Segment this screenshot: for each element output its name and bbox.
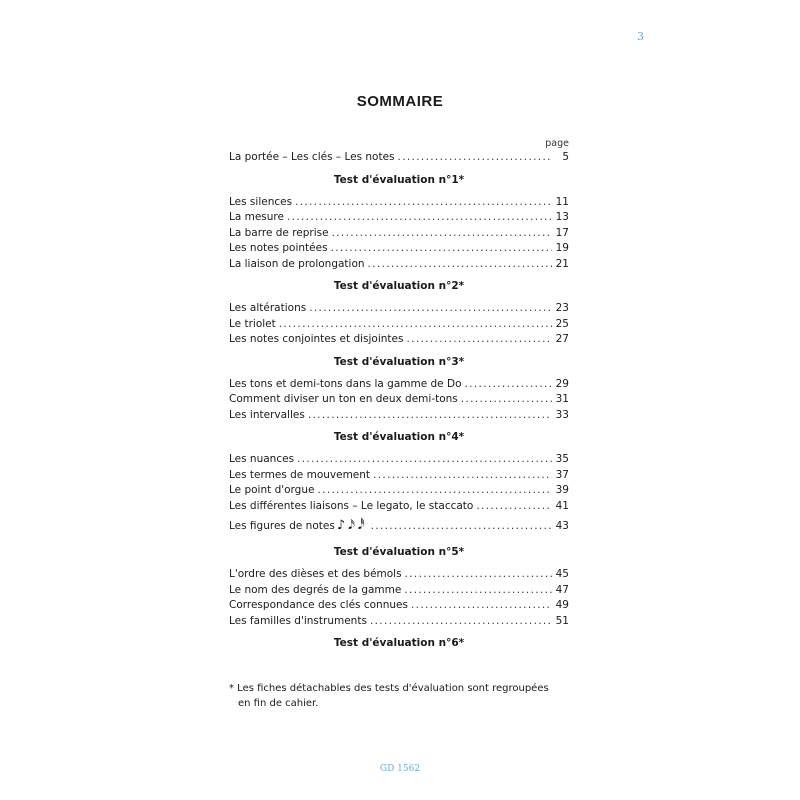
toc-entry-label: Les altérations: [229, 302, 307, 314]
toc-entry-label: Les termes de mouvement: [229, 468, 371, 481]
toc-entry-page: 51: [555, 614, 569, 627]
toc-entry: [229, 257, 569, 273]
dot-leader: [295, 195, 552, 211]
toc-entry: [229, 332, 569, 348]
table-of-contents: [229, 138, 569, 658]
toc-entry-label: Les nuances: [229, 453, 295, 465]
dot-leader: [461, 392, 552, 408]
toc-entry-label: La liaison de prolongation: [229, 257, 365, 270]
footnote-line-2: en fin de cahier.: [238, 698, 319, 709]
toc-entry-page: 31: [555, 393, 569, 405]
toc-entry-label: Les silences: [229, 195, 293, 208]
toc-entry: [229, 241, 569, 257]
toc-entry-label: Les familles d'instruments: [229, 614, 367, 627]
dot-leader: [279, 317, 552, 333]
toc-entry-page: 27: [555, 333, 569, 345]
note-figures-icon: ♪𝅘𝅥𝅯𝅘𝅥𝅰: [336, 518, 368, 533]
dot-leader: [371, 514, 552, 538]
dot-leader: [406, 332, 552, 348]
toc-entry: [229, 317, 569, 333]
toc-entry: [229, 583, 569, 599]
toc-body: [229, 150, 569, 654]
toc-entry-label: Le point d'orgue: [229, 484, 315, 496]
toc-entry-page: 33: [555, 408, 569, 421]
toc-entry-page: 23: [555, 302, 569, 314]
toc-entry-page: 19: [555, 242, 569, 254]
toc-entry: [229, 483, 569, 499]
test-heading: Test d'évaluation n°2*: [333, 280, 465, 292]
toc-entry-label: Correspondance des clés connues: [229, 599, 408, 611]
toc-entry-page: 49: [555, 599, 569, 611]
toc-entry: [229, 392, 569, 408]
toc-entry-label: Les tons et demi-tons dans la gamme de Do: [229, 377, 462, 390]
toc-entry-label: Les figures de notes: [229, 520, 335, 532]
toc-entry: [229, 567, 569, 583]
toc-entry: [229, 150, 569, 166]
toc-entry-label: Les différentes liaisons – Le legato, le staccato: [229, 499, 474, 512]
test-heading: Test d'évaluation n°5*: [333, 546, 465, 558]
toc-entry: [229, 226, 569, 242]
dot-leader: [405, 567, 552, 583]
test-heading: Test d'évaluation n°4*: [333, 431, 465, 443]
toc-entry-page: 21: [555, 257, 569, 270]
toc-entry: [229, 210, 569, 226]
toc-entry-label: La mesure: [229, 211, 284, 223]
toc-entry: [229, 614, 569, 630]
toc-entry: [229, 514, 569, 538]
toc-entry-page: 29: [555, 377, 569, 390]
toc-entry-label: Le nom des degrés de la gamme: [229, 583, 402, 596]
toc-entry-label: La barre de reprise: [229, 226, 329, 239]
dot-leader: [476, 499, 552, 515]
toc-entry: [229, 499, 569, 515]
toc-entry-page: 13: [555, 211, 569, 223]
toc-entry-page: 43: [555, 520, 569, 532]
toc-entry: [229, 598, 569, 614]
toc-entry-page: 41: [555, 499, 569, 512]
test-heading: Test d'évaluation n°6*: [333, 637, 465, 649]
toc-entry-page: 47: [555, 583, 569, 596]
toc-entry-page: 37: [555, 468, 569, 481]
toc-entry-label: Les notes conjointes et disjointes: [229, 333, 404, 345]
dot-leader: [287, 210, 552, 226]
toc-entry-page: 45: [555, 568, 569, 580]
toc-entry-page: 17: [555, 226, 569, 239]
toc-entry-label: Les intervalles: [229, 408, 305, 421]
toc-entry-label: Le triolet: [229, 317, 276, 330]
dot-leader: [373, 468, 552, 484]
toc-entry-label: L'ordre des dièses et des bémols: [229, 568, 402, 580]
toc-entry: [229, 408, 569, 424]
page-column-header: page: [545, 138, 569, 149]
dot-leader: [465, 377, 553, 393]
toc-entry: [229, 301, 569, 317]
dot-leader: [309, 301, 552, 317]
footer-code: GD 1562: [379, 764, 421, 774]
dot-leader: [332, 226, 552, 242]
toc-entry: [229, 468, 569, 484]
dot-leader: [404, 583, 552, 599]
toc-entry: [229, 377, 569, 393]
dot-leader: [370, 614, 552, 630]
dot-leader: [317, 483, 552, 499]
test-heading: Test d'évaluation n°3*: [333, 355, 465, 368]
page-number: 3: [637, 30, 644, 43]
dot-leader: [398, 150, 552, 166]
toc-entry-page: 35: [555, 453, 569, 465]
dot-leader: [411, 598, 552, 614]
toc-entry-label: La portée – Les clés – Les notes: [229, 151, 395, 163]
toc-entry: [229, 452, 569, 468]
footnote-line-1: * Les fiches détachables des tests d'évaluation sont regroupées: [229, 683, 549, 694]
toc-entry: [229, 195, 569, 211]
dot-leader: [308, 408, 552, 424]
toc-entry-page: 5: [562, 151, 569, 163]
dot-leader: [331, 241, 552, 257]
toc-entry-page: 25: [555, 317, 569, 330]
dot-leader: [368, 257, 552, 273]
toc-entry-label: Comment diviser un ton en deux demi-tons: [229, 393, 458, 405]
footnote: [229, 681, 589, 711]
dot-leader: [297, 452, 552, 468]
toc-entry-label: Les notes pointées: [229, 242, 328, 254]
toc-entry-page: 39: [555, 484, 569, 496]
page-title: SOMMAIRE: [356, 93, 444, 110]
toc-entry-page: 11: [555, 195, 569, 208]
test-heading: Test d'évaluation n°1*: [333, 173, 465, 186]
